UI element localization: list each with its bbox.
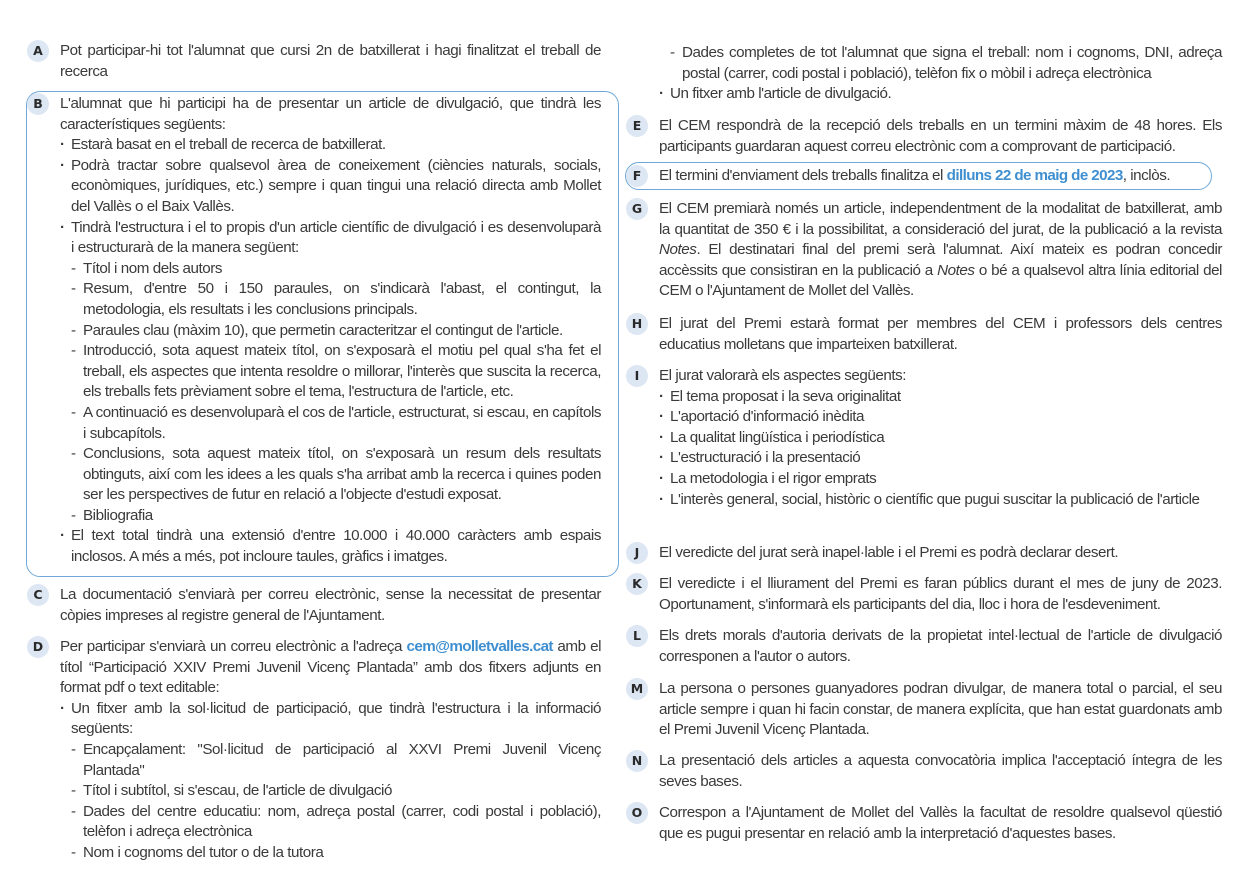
section-j-text: El veredicte del jurat serà inapel·lable i el Premi es podrà declarar desert. — [659, 544, 1119, 561]
section-l-badge: L — [626, 625, 648, 647]
magazine-title: Notes — [659, 241, 697, 259]
section-d-intro — [60, 637, 601, 699]
section-f-pre: El termini d'enviament dels treballs finalitza el — [659, 167, 947, 184]
section-b-subitem: - Resum, d'entre 50 i 150 paraules, on s'indicarà l'abast, el contingut, la metodologia, els resultats i les conclusions principals. — [60, 279, 601, 320]
section-d-badge: D — [27, 636, 49, 658]
section-m — [630, 679, 1222, 741]
section-g-part: . El destinatari final del premi serà l'alumnat. Així mateix es podran concedir accèssits que consistiran en la publicació a — [659, 241, 1222, 279]
section-a — [33, 41, 601, 82]
section-d-intro-pre: Per participar s'enviarà un correu electrònic a l'adreça — [60, 638, 407, 655]
section-d-subitem: - Dades completes de tot l'alumnat que signa el treball: nom i cognoms, DNI, adreça postal (carrer, codi postal i població), telèfon fix o mòbil i adreça electrònica — [659, 43, 1222, 84]
section-b — [33, 94, 602, 568]
section-d-bullet: · Un fitxer amb la sol·licitud de participació, que tindrà l'estructura i la informació següents: — [60, 699, 601, 740]
deadline-date: dilluns 22 de maig de 2023 — [946, 167, 1123, 184]
section-g-part: El CEM premiarà només un article, independentment de la modalitat de batxillerat, amb la quantitat de 350 € i la possibilitat, a consideració del jurat, de la publicació a la revista — [659, 200, 1222, 238]
section-b-subitem: - Introducció, sota aquest mateix títol, on s'exposarà el motiu pel qual s'ha fet el treball, els aspectes que intenta resoldre o millorar, l'interès que suscita la recerca, els treballs fets prèviament sobre el tema, l'estructura de l'article, etc. — [60, 341, 601, 403]
section-k — [632, 574, 1222, 615]
section-o — [631, 803, 1222, 844]
section-n-text: La presentació dels articles a aquesta convocatòria implica l'acceptació íntegra de les seves bases. — [659, 752, 1222, 790]
section-i-bullet: · La qualitat lingüística i periodística — [659, 428, 1222, 449]
section-i-intro: El jurat valorarà els aspectes següents: — [659, 367, 907, 384]
section-k-badge: K — [626, 573, 648, 595]
section-g-part: o bé a qualsevol altra línia editorial del CEM o l'Ajuntament de Mollet del Vallès. — [659, 261, 1222, 300]
section-n — [631, 751, 1222, 792]
section-f-text — [659, 166, 1222, 187]
section-d-bullet: · Un fitxer amb l'article de divulgació. — [659, 84, 1222, 105]
section-b-subitem: - Paraules clau (màxim 10), que permetin caracteritzar el contingut de l'article. — [60, 321, 601, 342]
section-e-text: El CEM respondrà de la recepció dels treballs en un termini màxim de 48 hores. Els participants guardaran aquest correu electrònic com a comprovant de participació. — [659, 117, 1222, 155]
section-e — [632, 116, 1222, 157]
section-b-bullet: · Podrà tractar sobre qualsevol àrea de coneixement (ciències naturals, socials, econòmiques, jurídiques, etc.) sempre i quan tingui una relació directa amb Mollet del Vallès o el Baix Vallès. — [60, 156, 601, 218]
section-i-bullet: · El tema proposat i la seva originalitat — [659, 387, 1222, 408]
section-h-badge: H — [626, 313, 648, 335]
section-i — [634, 366, 1222, 510]
email-link[interactable]: cem@molletvalles.cat — [406, 638, 553, 655]
section-d-subitem: - Nom i cognoms del tutor o de la tutora — [60, 843, 601, 864]
section-b-bullet: · Tindrà l'estructura i el to propis d'un article científic de divulgació i es desenvoluparà i estructurarà de la manera següent: — [60, 218, 601, 259]
section-b-subitem: - Títol i nom dels autors — [60, 259, 601, 280]
section-c-badge: C — [27, 584, 49, 606]
section-l-text: Els drets morals d'autoria derivats de la propietat intel·lectual de l'article de divulgació corresponen a l'autor o autors. — [659, 627, 1222, 665]
section-g-text — [659, 199, 1222, 302]
magazine-title: Notes — [937, 261, 975, 279]
section-a-text: Pot participar-hi tot l'alumnat que cursi 2n de batxillerat i hagi finalitzat el treball de recerca — [60, 42, 601, 80]
section-n-badge: N — [626, 750, 648, 772]
section-d-subitem: - Títol i subtítol, si s'escau, de l'article de divulgació — [60, 781, 601, 802]
section-b-intro: L'alumnat que hi participi ha de presentar un article de divulgació, que tindrà les característiques següents: — [60, 95, 601, 133]
section-d — [32, 637, 602, 864]
section-i-bullet: · La metodologia i el rigor emprats — [659, 469, 1222, 490]
section-c — [33, 585, 601, 626]
section-b-subitem: - Bibliografia — [60, 506, 601, 527]
section-g-badge: G — [626, 198, 648, 220]
section-b-bullet: · El text total tindrà una extensió d'entre 10.000 i 40.000 caràcters amb espais inclosos. A més a més, pot incloure taules, gràfics i imatges. — [60, 526, 601, 567]
section-i-bullet: · L'aportació d'informació inèdita — [659, 407, 1222, 428]
section-b-subitem: - A continuació es desenvoluparà el cos de l'article, estructurat, si escau, en capítols i subcapítols. — [60, 403, 601, 444]
section-b-bullet: · Estarà basat en el treball de recerca de batxillerat. — [60, 135, 601, 156]
section-k-text: El veredicte i el lliurament del Premi es faran públics durant el mes de juny de 2023. Oportunament, s'informarà els participants del dia, lloc i hora de l'esdeveniment. — [659, 575, 1222, 613]
section-d-intro-post: amb el títol “Participació XXIV Premi Juvenil Vicenç Plantada” amb dos fitxers adjunts en format pdf o text editable: — [60, 638, 602, 697]
section-i-bullet: · L'interès general, social, històric o científic que pugui suscitar la publicació de l'article — [659, 490, 1222, 511]
section-h-text: El jurat del Premi estarà format per membres del CEM i professors dels centres educatius molletans que imparteixen batxillerat. — [659, 315, 1222, 353]
section-f-post: , inclòs. — [1122, 167, 1171, 184]
section-i-bullet: · L'estructuració i la presentació — [659, 448, 1222, 469]
section-h — [631, 314, 1222, 355]
section-f — [632, 166, 1222, 187]
section-b-subitem: - Conclusions, sota aquest mateix títol, on s'exposarà un resum dels resultats obtinguts, així com les idees a les quals s'ha arribat amb la recerca i quines poden ser les perspectives de futur en relació a l'objecte d'estudi exposat. — [60, 444, 601, 506]
section-d-continued — [659, 43, 1222, 105]
section-f-badge: F — [626, 165, 648, 187]
section-o-badge: O — [626, 802, 648, 824]
section-c-text: La documentació s'enviarà per correu electrònic, sense la necessitat de presentar còpies impreses al registre general de l'Ajuntament. — [60, 586, 601, 624]
section-o-text: Correspon a l'Ajuntament de Mollet del Vallès la facultat de resoldre qualsevol qüestió que es pugui presentar en relació amb la interpretació d'aquestes bases. — [659, 804, 1222, 842]
section-m-text: La persona o persones guanyadores podran divulgar, de manera total o parcial, el seu article sempre i quan hi facin constar, de manera explícita, que han estat guardonats amb el Premi Juvenil Vicenç Plantada. — [659, 680, 1222, 739]
section-l — [633, 626, 1222, 667]
section-b-badge: B — [27, 93, 49, 115]
section-g — [631, 199, 1222, 302]
section-j — [634, 543, 1222, 564]
section-m-badge: M — [626, 678, 648, 700]
section-i-badge: I — [626, 365, 648, 387]
section-a-badge: A — [27, 40, 49, 62]
section-d-subitem: - Dades del centre educatiu: nom, adreça postal (carrer, codi postal i població), telèfon i adreça electrònica — [60, 802, 601, 843]
section-e-badge: E — [626, 115, 648, 137]
section-j-badge: J — [626, 542, 648, 564]
section-d-subitem: - Encapçalament: "Sol·licitud de participació al XXVI Premi Juvenil Vicenç Plantada" — [60, 740, 601, 781]
